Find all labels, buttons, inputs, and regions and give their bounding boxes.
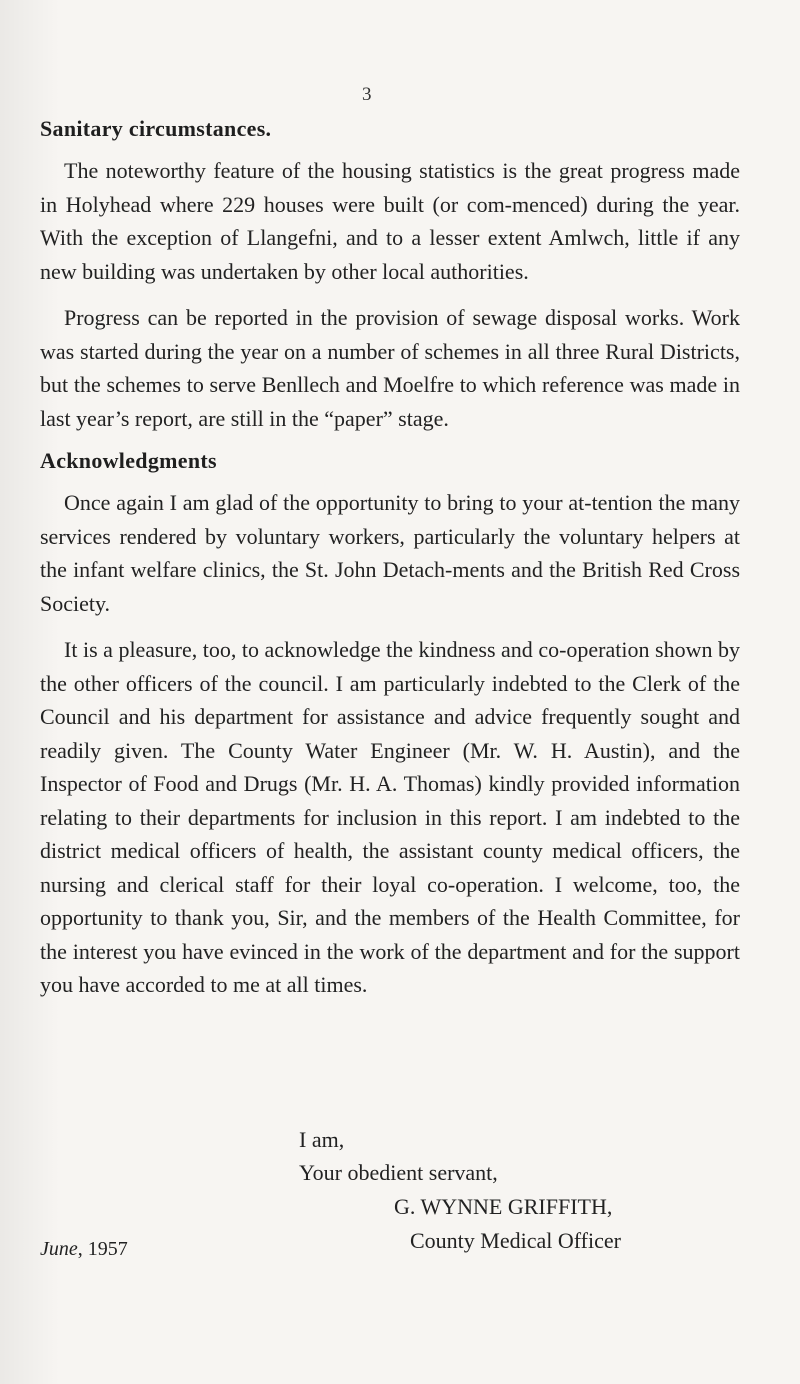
section-heading-sanitary: Sanitary circumstances. (40, 116, 272, 141)
date-separator: , (77, 1238, 88, 1260)
date-month: June (40, 1238, 78, 1260)
signatory-title: County Medical Officer (410, 1228, 621, 1253)
date-year: 1957 (87, 1238, 128, 1260)
paragraph: Once again I am glad of the opportunity to bring to your at-tention the many services rendered by voluntary workers, particularly the voluntary helpers at the infant welfare clinics, the St. John Detach-ments and the British Red Cross Society. (40, 490, 740, 616)
closing-line-i-am: I am, (299, 1127, 345, 1152)
paragraph: It is a pleasure, too, to acknowledge the kindness and co-operation shown by the other officers of the council. I am particularly indebted to the Clerk of the Council and his department for assistance and advice frequently sought and readily given. The County Water Engineer (Mr. W. H. Austin), and the Inspector of Food and Drugs (Mr. H. A. Thomas) kindly provided information relating to their departments for inclusion in this report. I am indebted to the district medical officers of health, the assistant county medical officers, the nursing and clerical staff for their loyal co-operation. I welcome, too, the opportunity to thank you, Sir, and the members of the Health Committee, for the interest you have evinced in the work of the department and for the support you have accorded to me at all times. (40, 637, 740, 997)
paragraph: The noteworthy feature of the housing statistics is the great progress made in Holyhead where 229 houses were built (or com-menced) during the year. With the exception of Llangefni, and to a lesser extent Amlwch, little if any new building was undertaken by other local authorities. (40, 158, 740, 284)
page-number: 3 (362, 84, 372, 105)
page-body (40, 116, 740, 1015)
signatory-name: G. WYNNE GRIFFITH, (394, 1194, 613, 1219)
paragraph: Progress can be reported in the provision of sewage disposal works. Work was started during the year on a number of schemes in all three Rural Districts, but the schemes to serve Benllech and Moelfre to which reference was made in last year’s report, are still in the “paper” stage. (40, 305, 740, 431)
document-date (40, 1238, 128, 1261)
section-heading-acknowledgments: Acknowledgments (40, 448, 217, 473)
closing-line-servant: Your obedient servant, (299, 1160, 498, 1185)
